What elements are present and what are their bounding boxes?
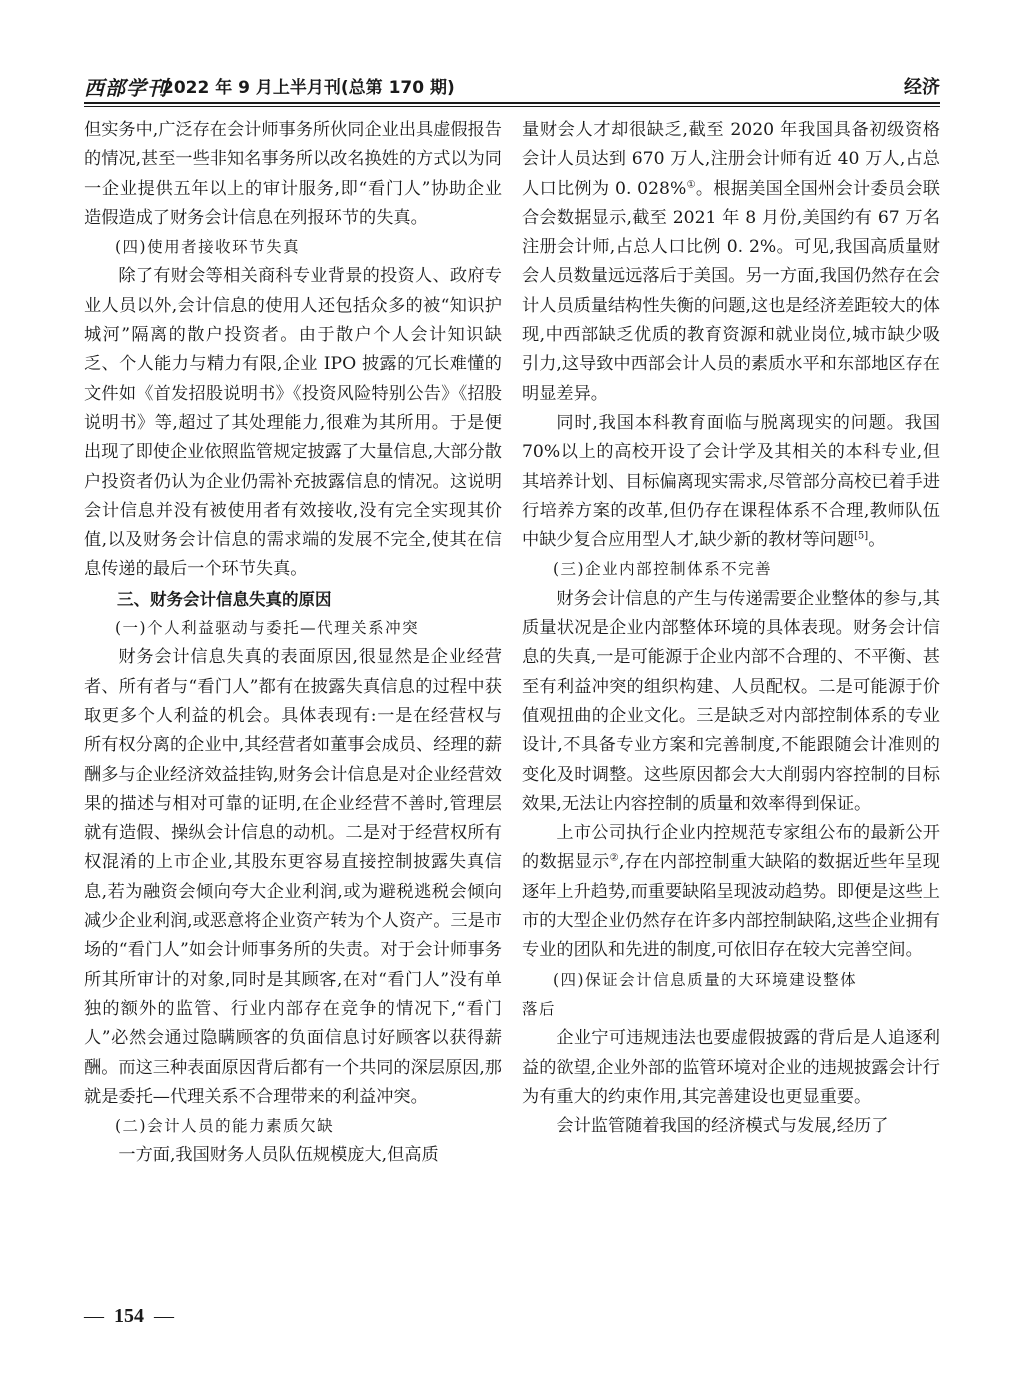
subsection-heading — [522, 966, 940, 995]
paragraph-text-tail: ,存在内部控制重大缺陷的数据近些年呈现逐年上升趋势,而重要缺陷呈现波动趋势。即便是这些上市的大型企业仍然存在许多内部控制缺陷,这些企业拥有专业的团队和先进的制度,可依旧存在较大完善空间。 — [522, 852, 940, 961]
section-heading — [84, 585, 502, 614]
paragraph-text: 量财会人才却很缺乏,截至 2020 年我国具备初级资格会计人员达到 670 万人,注册会计师有近 40 万人,占总人口比例为 0. 028% — [522, 120, 940, 199]
body-paragraph — [84, 262, 502, 584]
paragraph-text-tail: 。 — [868, 530, 886, 551]
footnote-marker: ② — [609, 852, 619, 864]
paragraph-text: (三)企业内部控制体系不完善 — [553, 560, 773, 579]
footnote-marker: ① — [686, 178, 696, 190]
body-paragraph — [84, 1141, 502, 1170]
paragraph-text: 财务会计信息的产生与传递需要企业整体的参与,其质量状况是企业内部整体环境的具体表现。财务会计信息的失真,一是可能源于企业内部不合理的、不平衡、甚至有利益冲突的组织构建、人员配权。二是可能源于价值观扭曲的企业文化。三是缺乏对内部控制体系的专业设计,不具备专业方案和完善制度,不能跟随会计准则的变化及时调整。这些原因都会大大削弱内容控制的目标效果,无法让内容控制的质量和效率得到保证。 — [522, 588, 940, 814]
paragraph-text: 三、财务会计信息失真的原因 — [117, 589, 332, 609]
paragraph-text: 除了有财会等相关商科专业背景的投资人、政府专业人员以外,会计信息的使用人还包括众多的被“知识护城河”隔离的散户投资者。由于散户个人会计知识缺乏、个人能力与精力有限,企业 IPO 披露的冗长难懂的文件如《首发招股说明书》《投资风险特别公告》《招股说明书》等,超过了其处理能力,很难为其所用。于是便出现了即使企业依照监管规定披露了大量信息,大部分散户投资者仍认为企业仍需补充披露信息的情况。这说明会计信息并没有被使用者有效接收,没有完全实现其价值,以及财务会计信息的需求端的发展不完全,使其在信息传递的最后一个环节失真。 — [84, 266, 502, 580]
body-paragraph — [522, 1024, 940, 1112]
subsection-heading — [84, 614, 502, 643]
footer-dash-right: — — [154, 1305, 174, 1327]
journal-masthead: 西部学刊 — [84, 78, 168, 100]
page-footer — [84, 1305, 174, 1328]
left-column — [84, 116, 502, 1171]
issue-info: 2022 年 9 月上半月刊(总第 170 期) — [162, 78, 455, 98]
header-rule-thin — [84, 106, 940, 107]
paragraph-text: 同时,我国本科教育面临与脱离现实的问题。我国 70%以上的高校开设了会计学及其相关的本科专业,但其培养计划、目标偏离现实需求,尽管部分高校已着手进行培养方案的改革,但仍存在课程体系不合理,教师队伍中缺少复合应用型人才,缺少新的教材等问题 — [522, 412, 940, 551]
paragraph-text: 但实务中,广泛存在会计师事务所伙同企业出具虚假报告的情况,甚至一些非知名事务所以改名换姓的方式以为同一企业提供五年以上的审计服务,即“看门人”协助企业造假造成了财务会计信息在列报环节的失真。 — [84, 120, 502, 228]
paragraph-text: 会计监管随着我国的经济模式与发展,经历了 — [556, 1116, 889, 1137]
subsection-heading — [84, 233, 502, 262]
running-header — [84, 72, 940, 100]
subsection-heading — [84, 1112, 502, 1141]
subsection-heading-continued — [522, 995, 940, 1024]
paragraph-text: (一)个人利益驱动与委托—代理关系冲突 — [115, 619, 420, 638]
footnote-marker: [5] — [854, 530, 869, 542]
paragraph-text: 上市公司执行企业内控规范专家组公布的最新公开的数据显示 — [522, 823, 940, 873]
footer-dash-left: — — [84, 1305, 104, 1327]
page-number: 154 — [114, 1305, 144, 1327]
paragraph-text: 财务会计信息失真的表面原因,很显然是企业经营者、所有者与“看门人”都有在披露失真信息的过程中获取更多个人利益的机会。具体表现有:一是在经营权与所有权分离的企业中,其经营者如董事会成员、经理的薪酬多与企业经济效益挂钩,财务会计信息是对企业经营效果的描述与相对可靠的证明,在企业经营不善时,管理层就有造假、操纵会计信息的动机。二是对于经营权所有权混淆的上市企业,其股东更容易直接控制披露失真信息,若为融资会倾向夸大企业利润,或为避税逃税会倾向减少企业利润,或恶意将企业资产转为个人资产。三是市场的“看门人”如会计师事务所的失责。对于会计师事务所其所审计的对象,同时是其顾客,在对“看门人”没有单独的额外的监管、行业内部存在竞争的情况下,“看门人”必然会通过隐瞒顾客的负面信息讨好顾客以获得薪酬。而这三种表面原因背后都有一个共同的深层原因,那就是委托—代理关系不合理带来的利益冲突。 — [84, 647, 502, 1107]
paragraph-text: (四)使用者接收环节失真 — [115, 238, 301, 257]
body-paragraph — [522, 585, 940, 819]
right-column — [522, 116, 940, 1141]
subsection-heading — [522, 555, 940, 584]
body-paragraph — [522, 116, 940, 409]
body-paragraph — [84, 643, 502, 1112]
section-tag: 经济 — [904, 77, 940, 98]
body-paragraph — [84, 116, 502, 233]
paragraph-text: 落后 — [522, 999, 557, 1018]
body-paragraph — [522, 409, 940, 555]
paragraph-text: 一方面,我国财务人员队伍规模庞大,但高质 — [118, 1145, 439, 1166]
body-paragraph — [522, 819, 940, 965]
paragraph-text: 企业宁可违规违法也要虚假披露的背后是人追逐利益的欲望,企业外部的监管环境对企业的违规披露会计行为有重大的约束作用,其完善建设也更显重要。 — [522, 1028, 940, 1107]
paragraph-text: (二)会计人员的能力素质欠缺 — [115, 1117, 335, 1136]
header-rule-thick — [84, 102, 940, 104]
paragraph-text: (四)保证会计信息质量的大环境建设整体 — [553, 970, 858, 989]
paragraph-text-tail: 。根据美国全国州会计委员会联合会数据显示,截至 2021 年 8 月份,美国约有 67 万名注册会计师,占总人口比例 0. 2%。可见,我国高质量财会人员数量远远落后于美国。另一方面,我国仍然存在会计人员质量结构性失衡的问题,这也是经济差距较大的体现,中西部缺乏优质的教育资源和就业岗位,城市缺少吸引力,这导致中西部会计人员的素质水平和东部地区存在明显差异。 — [522, 178, 940, 404]
body-paragraph — [522, 1112, 940, 1141]
